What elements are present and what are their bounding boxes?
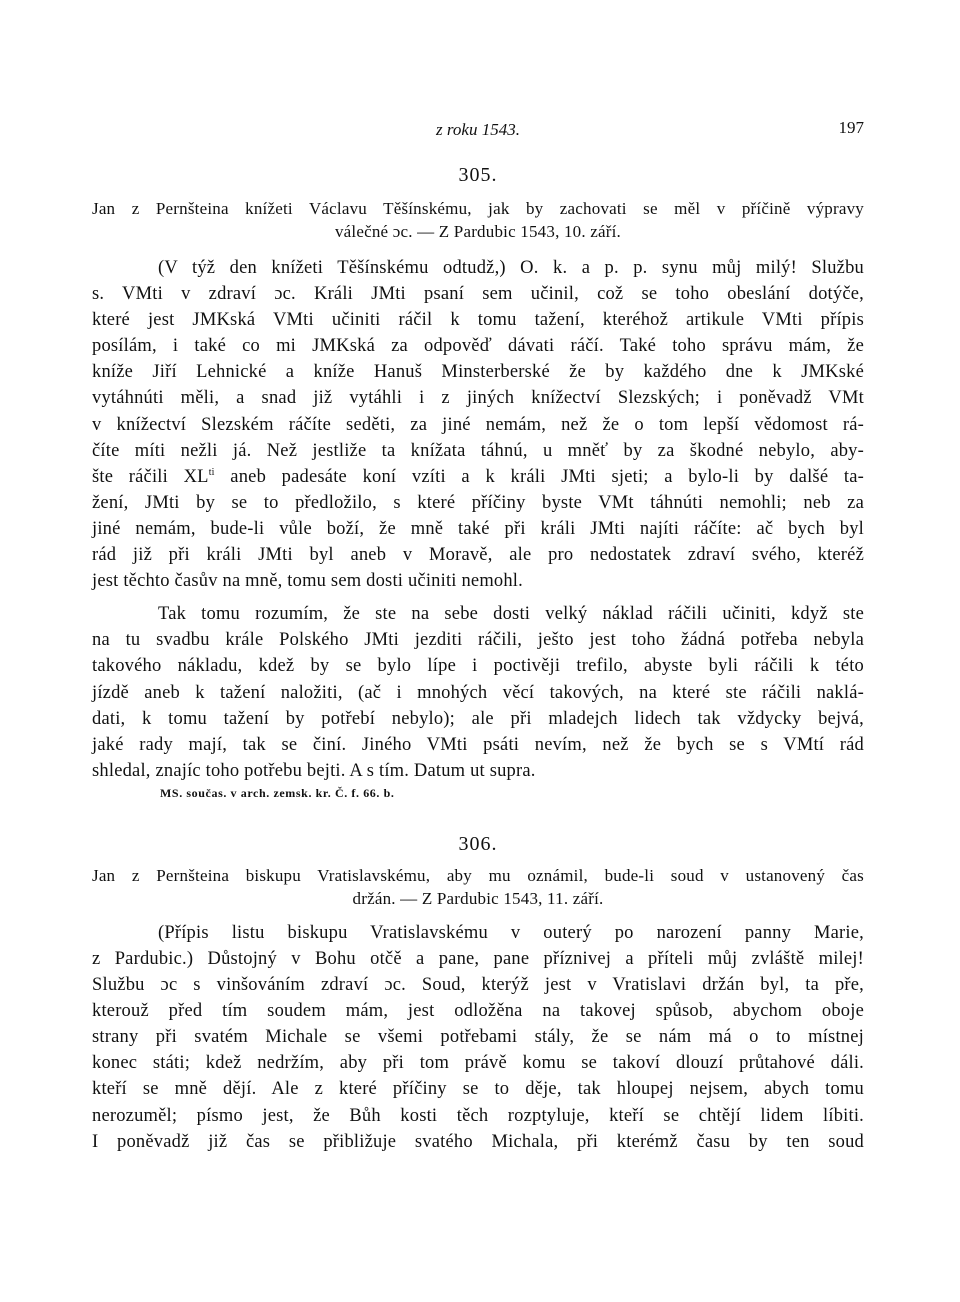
- text-line: I poněvadž již čas se přibližuje svatého Michala, při kterémž času by ten soud: [92, 1131, 864, 1152]
- heading-line: držán. — Z Pardubic 1543, 11. září.: [352, 888, 604, 908]
- text-line: strany při svatém Michale se všemi potřebami stály, že se nám má o to místnej: [92, 1027, 864, 1048]
- text-line: kteří se mně dějí. Ale z které příčiny se to děje, tak hloupej nejsem, abych tomu: [92, 1079, 864, 1100]
- text-line: rád již při králi JMti byl aneb v Moravě, ale pro nedostatek zdraví svého, kteréž: [92, 545, 864, 566]
- text-fragment: šte ráčili XL: [92, 466, 209, 487]
- source-note-305: MS. součas. v arch. zemsk. kr. Č. f. 66. b.: [160, 785, 395, 800]
- text-line: Službu ɔc s vinšováním zdraví ɔc. Soud, kterýž jest v Vratislavi držán byl, ta pře,: [92, 975, 864, 996]
- text-line: číte míti nežli já. Než jestliže ta knížata táhnú, u mněť by za škodné nebylo, aby-: [92, 440, 864, 461]
- text-line: z Pardubic.) Důstojný v Bohu otčě a pane, pane příznivej a příteli můj zvláště milej!: [92, 948, 864, 969]
- letter-body-305-continued: [92, 601, 864, 784]
- text-line: jest těchto časův na mně, tomu sem dosti učiniti nemohl.: [92, 571, 523, 592]
- letter-body-305: [92, 255, 864, 594]
- text-line: na tu svadbu krále Polského JMti jezditi ráčili, ješto jest toho žádná potřeba nebyla: [92, 630, 864, 651]
- text-line: [92, 464, 864, 490]
- text-line: které jest JMKská VMti učiniti ráčil k tomu tažení, kteréhož artikule VMti přípis: [92, 310, 864, 331]
- heading-line: Jan z Pernšteina biskupu Vratislavskému, aby mu oznámil, bude-li soud v ustanovený čas: [92, 865, 864, 885]
- document-number-305: 305.: [458, 164, 498, 186]
- text-line: shledal, znajíc toho potřebu bejti. A s tím. Datum ut supra.: [92, 760, 536, 781]
- text-line: konec státi; kdež nedržím, aby při tom právě komu se takoví dlouzí průtahové dáli.: [92, 1053, 864, 1074]
- text-line: kterouž před tím soudem mám, jest odložěna na takovej spůsob, abychom oboje: [92, 1001, 864, 1022]
- heading-line: válečné ɔc. — Z Pardubic 1543, 10. září.: [334, 222, 622, 241]
- text-line: kníže Jiří Lehnické a kníže Hanuš Minsterberské že by každého dne k JMKské: [92, 362, 864, 383]
- text-line: žení, JMti by se to předložilo, s které příčiny byste VMt táhnúti nemohli; neb za: [92, 492, 864, 513]
- document-heading-306: [92, 864, 864, 910]
- text-line: dati, k tomu tažení by potřebí nebylo); ale při mladejch lidech tak vždycky bejvá,: [92, 708, 864, 729]
- text-line: takového nákladu, kdež by se bylo lípe i poctivěji trefilo, abyste byli ráčili k této: [92, 656, 864, 677]
- document-number-306: 306.: [458, 832, 498, 855]
- text-line: jízdě aneb k tažení naložiti, (ač i mnohých věcí takových, na které ste ráčili naklá-: [92, 682, 864, 703]
- document-heading-305: [92, 197, 864, 243]
- running-title: z roku 1543.: [436, 120, 520, 139]
- page-body: [92, 110, 864, 1155]
- text-fragment: aneb padesáte koní vzíti a k králi JMti sjeti; a bylo-li by dalšé ta-: [230, 466, 864, 487]
- superscript: ti: [208, 466, 215, 478]
- text-line: s. VMti v zdraví ɔc. Králi JMti psaní sem učinil, což se toho obeslání dotýče,: [92, 284, 864, 305]
- text-line: (V týž den knížeti Těšínskému odtudž,) O. k. a p. p. synu můj milý! Službu: [158, 258, 864, 278]
- text-line: (Přípis listu biskupu Vratislavskému v outerý po narození panny Marie,: [158, 922, 864, 943]
- text-line: jiné nemám, bude-li vůle boží, že mně také při králi JMti najíti ráčíte: ač bych byl: [92, 518, 864, 539]
- text-line: vytáhnúti měli, a snad již vytáhli i z jiných knížectví Slezských; i poněvadž VMt: [92, 388, 864, 409]
- letter-body-306: [92, 920, 864, 1155]
- page-number: 197: [838, 118, 864, 137]
- text-line: v knížectví Slezském ráčíte seděti, za jiné nemám, než že o tom lepší vědomost rá-: [92, 414, 864, 435]
- text-line: posílám, i také co mi JMKská za odpověď dávati ráčí. Také toho správu mám, že: [92, 336, 864, 357]
- text-line: Tak tomu rozumím, že ste na sebe dosti velký náklad ráčili učiniti, když ste: [158, 604, 864, 625]
- heading-line: Jan z Pernšteina knížeti Václavu Těšínskému, jak by zachovati se měl v příčině výpravy: [92, 199, 864, 218]
- text-line: nerozuměl; písmo jest, že Bůh kosti těch rozptyluje, kteří se chtějí lidem líbiti.: [92, 1105, 864, 1126]
- text-line: jaké rady mají, tak se činí. Jiného VMti psáti nevím, než že bych se s VMtí rád: [92, 734, 864, 755]
